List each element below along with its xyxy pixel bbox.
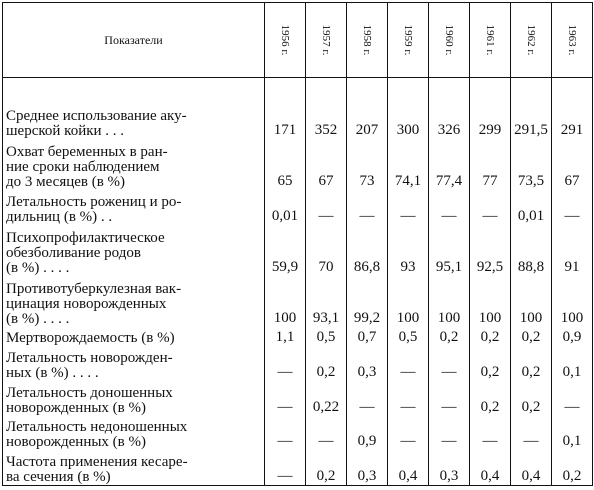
indicator-name [3,381,265,416]
table-cell: 0,01 [511,190,552,225]
indicator-line: ние сроки наблюдением [6,158,160,175]
table-cell: 59,9 [265,225,306,276]
indicator-name [3,276,265,327]
table-cell: 0,4 [388,450,429,485]
indicator-line: Летальность доношенных [6,384,173,401]
indicator-name [3,416,265,451]
indicators-header: Показатели [3,3,265,78]
indicator-line: новорожденных (в %) [6,399,146,416]
table-cell: — [306,190,347,225]
table-cell: 95,1 [429,225,470,276]
indicator-line: Среднее использование аку- [6,107,187,124]
table-cell: 0,2 [429,327,470,346]
table-cell: 73 [347,139,388,190]
table-cell: 0,7 [347,327,388,346]
table-cell: — [429,416,470,451]
table-cell: 70 [306,225,347,276]
table-cell: 0,1 [552,416,593,451]
indicator-line: Охват беременных в ран- [6,143,168,160]
table-cell: 1,1 [265,327,306,346]
year-header: 1961 г. [470,3,511,78]
table-cell: 0,2 [511,346,552,381]
table-cell: 92,5 [470,225,511,276]
table-cell: — [470,416,511,451]
header-row [3,3,593,78]
indicator-line: ва сечения (в %) [6,469,111,485]
table-row [3,381,593,416]
table-cell: 100 [429,276,470,327]
table-cell: 100 [552,276,593,327]
indicator-line: дильниц (в %) . . [6,208,113,225]
table-row [3,225,593,276]
year-header: 1956 г. [265,3,306,78]
table-cell: — [265,450,306,485]
indicator-line: обезболивание родов [6,244,141,261]
table-cell: 0,2 [552,450,593,485]
table-row [3,346,593,381]
table-cell: 0,4 [511,450,552,485]
indicator-line: Летальность рожениц и ро- [6,193,182,210]
table-cell: 0,4 [470,450,511,485]
table-cell: 73,5 [511,139,552,190]
indicator-line: Психопрофилактическое [6,229,165,246]
table-row [3,139,593,190]
table-row [3,190,593,225]
indicator-name [3,139,265,190]
table-cell: 326 [429,78,470,139]
indicator-name [3,225,265,276]
table-cell: 86,8 [347,225,388,276]
year-header: 1963 г. [552,3,593,78]
table-cell: 100 [470,276,511,327]
table-cell: — [388,190,429,225]
table-cell: 74,1 [388,139,429,190]
table-cell: — [552,190,593,225]
table-cell: — [306,416,347,451]
indicator-line: Летальность новорожден- [6,349,173,366]
year-header: 1957 г. [306,3,347,78]
table-cell: 0,22 [306,381,347,416]
table-cell: 0,9 [347,416,388,451]
table-cell: 0,2 [306,450,347,485]
table-cell: 93,1 [306,276,347,327]
year-header: 1962 г. [511,3,552,78]
table-body [3,78,593,486]
table-cell: 207 [347,78,388,139]
table-cell: 100 [511,276,552,327]
statistics-table [2,2,593,486]
table-cell: 291,5 [511,78,552,139]
table-cell: 0,01 [265,190,306,225]
table-cell: 67 [552,139,593,190]
table-cell: — [388,381,429,416]
indicator-name [3,78,265,139]
table-cell: 0,3 [429,450,470,485]
indicator-line: цинация новорожденных [6,295,167,312]
table-cell: 0,2 [306,346,347,381]
table-cell: 100 [265,276,306,327]
table-cell: — [470,190,511,225]
indicator-name [3,327,265,346]
table-cell: 0,5 [306,327,347,346]
table-cell: 0,2 [470,381,511,416]
table-cell: — [265,381,306,416]
table-cell: 299 [470,78,511,139]
table-cell: 0,2 [470,327,511,346]
indicator-line: Мертворождаемость (в %) [6,329,175,346]
table-cell: 291 [552,78,593,139]
year-header: 1959 г. [388,3,429,78]
year-header: 1960 г. [429,3,470,78]
table-row [3,78,593,139]
table-cell: — [388,346,429,381]
table-cell: 0,1 [552,346,593,381]
table-cell: — [552,381,593,416]
indicator-name [3,190,265,225]
table-cell: 0,2 [511,381,552,416]
table-cell: 0,3 [347,450,388,485]
table-row [3,276,593,327]
table-cell: — [511,416,552,451]
table-row [3,327,593,346]
indicator-line: Летальность недоношенных [6,419,188,436]
table-cell: 300 [388,78,429,139]
indicator-line: Противотуберкулезная вак- [6,280,182,297]
indicator-line: новорожденных (в %) [6,434,146,451]
indicator-line: шерской койки . . . [6,122,125,139]
table-cell: 0,9 [552,327,593,346]
indicator-line: (в %) . . . . [6,310,70,327]
table-cell: — [429,190,470,225]
table-row [3,416,593,451]
table-cell: 65 [265,139,306,190]
table-cell: — [429,346,470,381]
table-cell: 100 [388,276,429,327]
table-cell: — [347,190,388,225]
indicator-line: ных (в %) . . . . [6,364,99,381]
table-cell: 352 [306,78,347,139]
year-header: 1958 г. [347,3,388,78]
table-cell: 91 [552,225,593,276]
table-cell: 77 [470,139,511,190]
table-cell: 0,2 [470,346,511,381]
table-cell: 0,2 [511,327,552,346]
indicator-line: до 3 месяцев (в %) [6,173,126,190]
table-cell: — [347,381,388,416]
table-cell: — [388,416,429,451]
table-cell: 0,3 [347,346,388,381]
table-cell: — [265,346,306,381]
table-cell: 171 [265,78,306,139]
indicator-line: Частота применения кесаре- [6,454,188,470]
table-cell: 77,4 [429,139,470,190]
table-cell: — [265,416,306,451]
table-cell: 93 [388,225,429,276]
indicator-name [3,450,265,485]
table-cell: 88,8 [511,225,552,276]
indicator-line: (в %) . . . . [6,259,70,276]
table-cell: 0,5 [388,327,429,346]
table-cell: 67 [306,139,347,190]
table-cell: 99,2 [347,276,388,327]
table-row [3,450,593,485]
table-cell: — [429,381,470,416]
indicator-name [3,346,265,381]
